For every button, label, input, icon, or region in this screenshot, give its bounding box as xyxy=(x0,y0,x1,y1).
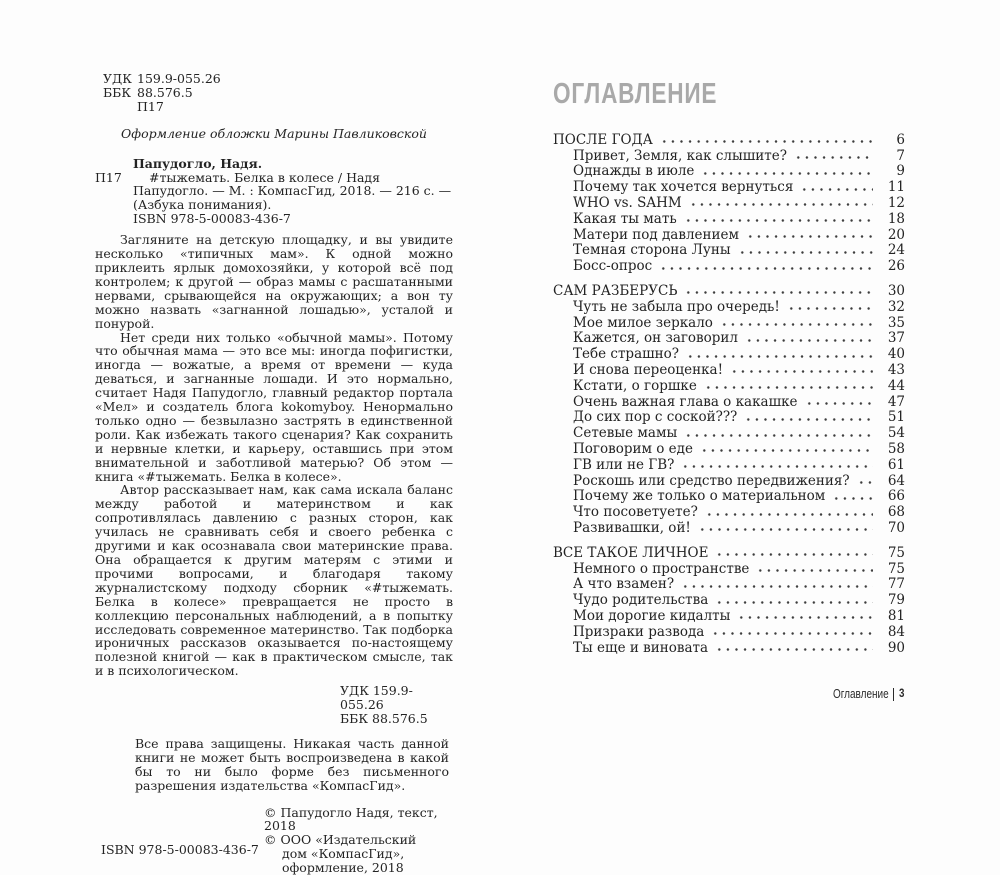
toc-dot-leader xyxy=(787,301,873,315)
toc-page-number: 37 xyxy=(875,330,905,346)
imprint-page xyxy=(95,72,453,868)
toc-dot-leader xyxy=(689,197,873,211)
toc-page-number: 75 xyxy=(875,545,905,561)
toc-row xyxy=(553,331,905,347)
toc-running-footer xyxy=(553,687,905,701)
toc-entry-label: Мое милое зеркало xyxy=(553,315,713,331)
toc-dot-leader xyxy=(715,642,873,656)
toc-row xyxy=(553,640,905,656)
toc-dot-leader xyxy=(705,507,873,521)
copyright-line: дом «КомпасГид», xyxy=(264,847,453,861)
toc-entry-label: ГВ или не ГВ? xyxy=(553,457,674,473)
toc-page-number: 20 xyxy=(875,227,905,243)
toc-row xyxy=(553,164,905,180)
toc-entry-label: ПОСЛЕ ГОДА xyxy=(553,132,653,148)
toc-entry-label: Немного о пространстве xyxy=(553,561,749,577)
toc-row xyxy=(553,489,905,505)
toc-row xyxy=(553,258,905,274)
toc-entry-label: А что взамен? xyxy=(553,576,674,592)
udk-repeat-line: УДК 159.9-055.26 xyxy=(340,684,453,712)
bibliographic-entry xyxy=(133,171,453,213)
toc-row xyxy=(553,561,905,577)
toc-dot-leader xyxy=(711,626,873,640)
toc-row xyxy=(553,608,905,624)
toc-page-number: 44 xyxy=(875,378,905,394)
toc-dot-leader xyxy=(737,610,873,624)
isbn-top: ISBN 978-5-00083-436-7 xyxy=(133,212,453,226)
toc-row xyxy=(553,577,905,593)
toc-page-number: 40 xyxy=(875,346,905,362)
footer-page-number: 3 xyxy=(899,688,904,700)
biblio-code: П17 xyxy=(95,171,122,185)
annotation-paragraph: Загляните на детскую площадку, и вы увидите несколько «типичных мам». К одной можно приклеить ярлык домохозяйки, у которой всё под контролем; к другой — образ мамы с расшатанными нервами, срывающейся на окружающих; а вон ту можно назвать «загнанной лошадью», усталой и понурой. xyxy=(95,233,453,330)
bbk-value: 88.576.5 xyxy=(137,86,193,100)
toc-row xyxy=(553,179,905,195)
toc-row xyxy=(553,211,905,227)
toc-page-number: 90 xyxy=(875,640,905,656)
toc-row xyxy=(553,346,905,362)
toc-entry-label: Развивашки, ой! xyxy=(553,520,691,536)
toc-dot-leader xyxy=(686,349,873,363)
toc-row xyxy=(553,394,905,410)
toc-entry-label: Кажется, он заговорил xyxy=(553,330,738,346)
annotation-paragraph: Нет среди них только «обычной мамы». Потому что обычная мама — это все мы: иногда пофигистки, иногда — вожатые, а время от времени — куда деваться, и загнанные лошади. И это нормально, считает Надя Папудогло, главный редактор портала «Мел» и создатель блога kokomyboy. Ненормально только одно — безвылазно застрять в единственной роли. Как избежать такого сценария? Как сохранить и нервные клетки, и карьеру, оставшись при этом внимательной и заботливой матерью? Об этом — книга «#тыжемать. Белка в колесе». xyxy=(95,331,453,484)
author-code-row xyxy=(103,100,453,114)
toc-entry-label: Однажды в июле xyxy=(553,163,694,179)
toc-entry-label: И снова переоценка! xyxy=(553,362,723,378)
toc-dot-leader xyxy=(684,428,873,442)
toc-page-number: 24 xyxy=(875,242,905,258)
toc-dot-leader xyxy=(730,364,873,378)
toc-entry-label: Призраки развода xyxy=(553,624,704,640)
toc-entry-label: Привет, Земля, как слышите? xyxy=(553,148,787,164)
toc-entry-label: Почему же только о материальном xyxy=(553,488,825,504)
toc-row xyxy=(553,195,905,211)
toc-page-number: 11 xyxy=(875,179,905,195)
toc-row xyxy=(553,148,905,164)
toc-dot-leader xyxy=(794,150,873,164)
toc-page-number: 30 xyxy=(875,283,905,299)
copyright-footer xyxy=(95,806,453,868)
toc-entry-label: Чуть не забыла про очередь! xyxy=(553,299,780,315)
toc-page-number: 12 xyxy=(875,195,905,211)
toc-row xyxy=(553,457,905,473)
toc-page-number: 47 xyxy=(875,394,905,410)
toc-entry-label: Что посоветуете? xyxy=(553,504,698,520)
udk-row xyxy=(103,72,453,86)
toc-row xyxy=(553,362,905,378)
toc-page-number: 35 xyxy=(875,315,905,331)
toc-entry-label: САМ РАЗБЕРУСЬ xyxy=(553,283,677,299)
copyright-line: © Папудогло Надя, текст, 2018 xyxy=(264,806,453,834)
toc-entry-label: Мои дорогие кидалты xyxy=(553,608,730,624)
toc-row xyxy=(553,283,905,299)
toc-page-number: 18 xyxy=(875,211,905,227)
toc-dot-leader xyxy=(660,134,873,148)
toc-page-number: 79 xyxy=(875,592,905,608)
toc-dot-leader xyxy=(698,522,873,536)
toc-page xyxy=(553,78,905,656)
toc-dot-leader xyxy=(715,595,873,609)
toc-page-number: 7 xyxy=(875,148,905,164)
toc-entry-label: Роскошь или средство передвижения? xyxy=(553,473,850,489)
toc-entry-label: До сих пор с соской??? xyxy=(553,409,737,425)
toc-dot-leader xyxy=(704,380,873,394)
toc-dot-leader xyxy=(756,563,873,577)
toc-entry-label: Ты еще и виновата xyxy=(553,640,708,656)
toc-entry-label: Матери под давлением xyxy=(553,227,739,243)
rights-notice: Все права защищены. Никакая часть данной книги не может быть воспроизведена в какой бы то ни было форме без письменного разрешения издательства «КомпасГид». xyxy=(135,737,449,793)
toc-page-number: 54 xyxy=(875,425,905,441)
toc-entry-label: WHO vs. SAHM xyxy=(553,195,682,211)
toc-page-number: 61 xyxy=(875,457,905,473)
toc-entry-label: Босс-опрос xyxy=(553,258,652,274)
udk-value: 159.9-055.26 xyxy=(137,72,221,86)
toc-dot-leader xyxy=(681,459,873,473)
toc-page-number: 81 xyxy=(875,608,905,624)
copyright-line: оформление, 2018 xyxy=(264,861,453,875)
toc-dot-leader xyxy=(720,317,873,331)
toc-page-number: 6 xyxy=(875,132,905,148)
toc-title: ОГЛАВЛЕНИЕ xyxy=(553,78,828,111)
toc-entry-label: Поговорим о еде xyxy=(553,441,693,457)
toc-row xyxy=(553,624,905,640)
toc-entry-label: ВСЕ ТАКОЕ ЛИЧНОЕ xyxy=(553,545,708,561)
toc-dot-leader xyxy=(701,166,873,180)
udk-label: УДК xyxy=(103,72,137,86)
toc-dot-leader xyxy=(700,443,873,457)
toc-row xyxy=(553,378,905,394)
toc-dot-leader xyxy=(681,579,873,593)
toc-page-number: 9 xyxy=(875,163,905,179)
toc-dot-leader xyxy=(738,245,873,259)
toc-dot-leader xyxy=(857,475,873,489)
toc-page-number: 32 xyxy=(875,299,905,315)
toc-row xyxy=(553,410,905,426)
toc-dot-leader xyxy=(805,396,873,410)
toc-page-number: 77 xyxy=(875,576,905,592)
bbk-label: ББК xyxy=(103,86,137,100)
toc-page-number: 68 xyxy=(875,504,905,520)
footer-divider xyxy=(893,688,894,701)
toc-entry-label: Какая ты мать xyxy=(553,211,677,227)
toc-page-number: 43 xyxy=(875,362,905,378)
toc-page-number: 70 xyxy=(875,520,905,536)
annotation-paragraph: Автор рассказывает нам, как сама искала баланс между работой и материнством и как сопротивлялась давлению с разных сторон, как училась не сравнивать себя и своего ребенка с другими и как осознавала свои материнские права. Она обращается к другим матерям с этими и прочими вопросами, и благодаря такому журналистскому подходу сборник «#тыжемать. Белка в колесе» превращается не просто в коллекцию персональных наблюдений, а в попытку исследовать современное материнство. Так подборка ироничных рассказов оказывается по-настоящему полезной книгой — как в практическом смысле, так и в психологическом. xyxy=(95,483,453,678)
toc-row xyxy=(553,132,905,148)
toc-dot-leader xyxy=(684,213,873,227)
toc-entry-label: Кстати, о горшке xyxy=(553,378,697,394)
toc-row xyxy=(553,425,905,441)
toc-entry-label: Тебе страшно? xyxy=(553,346,679,362)
toc-row xyxy=(553,473,905,489)
toc-row xyxy=(553,243,905,259)
author-code: П17 xyxy=(137,100,164,114)
toc-entry-label: Чудо родительства xyxy=(553,592,708,608)
toc-page-number: 84 xyxy=(875,624,905,640)
toc-entry-label: Темная сторона Луны xyxy=(553,242,731,258)
toc-row xyxy=(553,592,905,608)
toc-page-number: 75 xyxy=(875,561,905,577)
toc-dot-leader xyxy=(684,285,873,299)
toc-entry-label: Почему так хочется вернуться xyxy=(553,179,793,195)
annotation xyxy=(95,233,453,678)
udk-bbk-repeat xyxy=(340,684,453,726)
copyright-line: © ООО «Издательский xyxy=(264,833,453,847)
footer-section-label: Оглавление xyxy=(833,687,889,701)
toc-row xyxy=(553,315,905,331)
toc-row xyxy=(553,545,905,561)
toc-dot-leader xyxy=(744,412,873,426)
toc-entry-label: Очень важная глава о какашке xyxy=(553,394,798,410)
biblio-text: #тыжемать. Белка в колесе / Надя Папудогло. — М. : КомпасГид, 2018. — 216 с. — (Азбука понимания). xyxy=(133,170,451,213)
bbk-repeat-line: ББК 88.576.5 xyxy=(340,712,453,726)
designer-credit: Оформление обложки Марины Павликовской xyxy=(95,127,453,141)
isbn-bottom: ISBN 978-5-00083-436-7 xyxy=(101,843,259,857)
author-heading: Папудогло, Надя. xyxy=(133,157,453,171)
toc-row xyxy=(553,504,905,520)
toc-row xyxy=(553,441,905,457)
udk-bbk-block xyxy=(103,72,453,114)
toc-page-number: 66 xyxy=(875,488,905,504)
author-code-spacer xyxy=(103,100,137,114)
toc-row xyxy=(553,227,905,243)
toc-page-number: 26 xyxy=(875,258,905,274)
toc-entry-label: Сетевые мамы xyxy=(553,425,677,441)
toc-dot-leader xyxy=(800,182,873,196)
toc-row xyxy=(553,299,905,315)
toc-dot-leader xyxy=(746,229,873,243)
toc-page-number: 64 xyxy=(875,473,905,489)
toc-page-number: 58 xyxy=(875,441,905,457)
toc-dot-leader xyxy=(659,261,873,275)
toc-dot-leader xyxy=(715,547,873,561)
copyright-block xyxy=(264,806,453,875)
toc-dot-leader xyxy=(832,491,873,505)
toc-row xyxy=(553,520,905,536)
toc-dot-leader xyxy=(745,333,873,347)
bbk-row xyxy=(103,86,453,100)
toc-list xyxy=(553,132,905,656)
toc-page-number: 51 xyxy=(875,409,905,425)
